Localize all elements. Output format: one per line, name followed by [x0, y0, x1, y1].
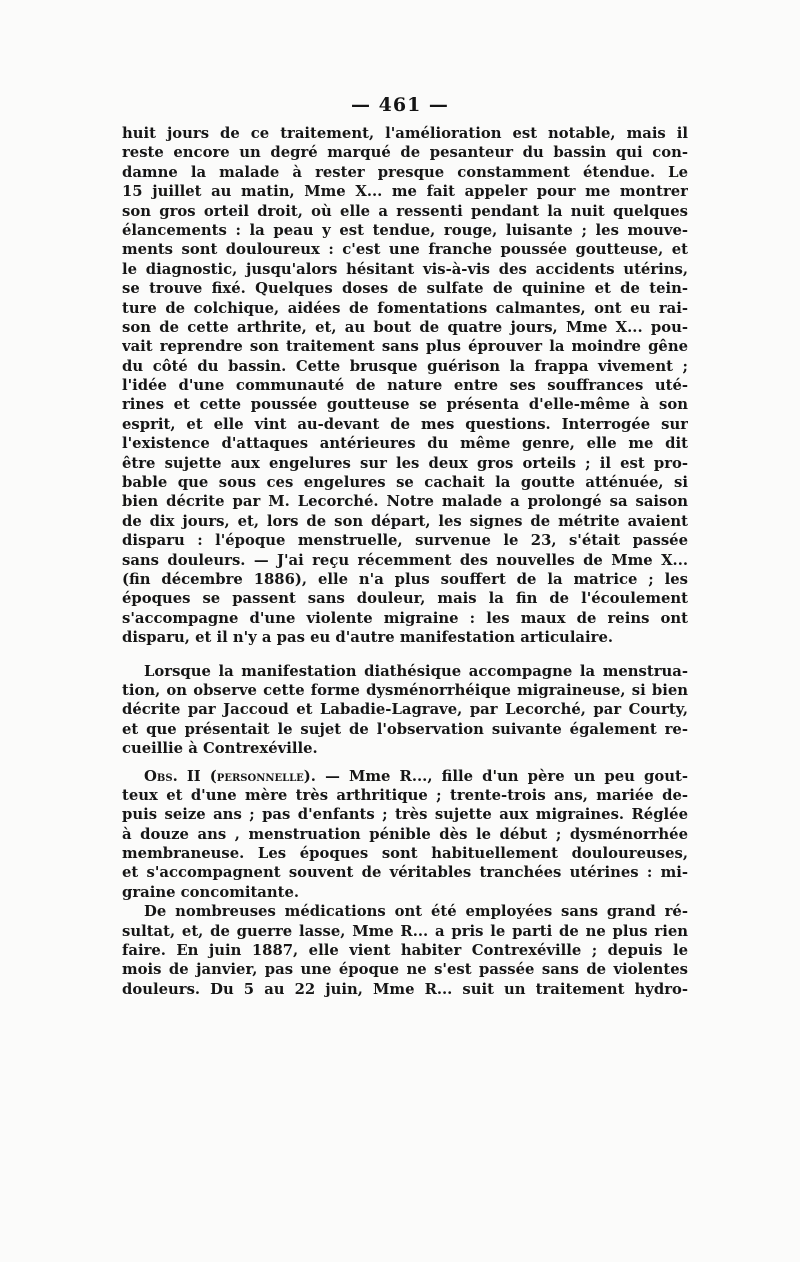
text-line: tion, on observe cette forme dysménorrhéique migraineuse, si bien — [122, 681, 688, 699]
text-line: du côté du bassin. Cette brusque guérison la frappa vivement ; — [122, 357, 688, 375]
text-line: son gros orteil droit, où elle a ressenti pendant la nuit quelques — [122, 202, 688, 220]
text-line: faire. En juin 1887, elle vient habiter Contrexéville ; depuis le — [122, 942, 688, 960]
text-line: sans douleurs. — J'ai reçu récemment des nouvelles de Mme X... — [122, 551, 688, 569]
text-line: se trouve fixé. Quelques doses de sulfate de quinine et de tein- — [122, 280, 688, 298]
observation-label: Obs. II (personnelle). — [144, 767, 316, 785]
text-line: esprit, et elle vint au-devant de mes questions. Interrogée sur — [122, 415, 688, 433]
paragraph-1 — [122, 124, 688, 648]
text-line: rines et cette poussée goutteuse se présenta d'elle-même à son — [122, 396, 688, 414]
text-line: l'idée d'une communauté de nature entre ses souffrances uté- — [122, 377, 688, 395]
text-line: mois de janvier, pas une époque ne s'est passée sans de violentes — [122, 961, 688, 979]
text-line: (fin décembre 1886), elle n'a plus souffert de la matrice ; les — [122, 570, 688, 588]
text-line: ture de colchique, aidées de fomentations calmantes, ont eu rai- — [122, 299, 688, 317]
text-line: reste encore un degré marqué de pesanteur du bassin qui con- — [122, 144, 688, 162]
text-line: époques se passent sans douleur, mais la fin de l'écoulement — [122, 590, 688, 608]
page-number: — 461 — — [351, 94, 449, 116]
text-line: Lorsque la manifestation diathésique accompagne la menstrua- — [144, 662, 688, 680]
text-line: son de cette arthrite, et, au bout de quatre jours, Mme X... pou- — [122, 318, 688, 336]
paragraph-4 — [122, 902, 688, 999]
text-line: membraneuse. Les époques sont habituellement douloureuses, — [122, 845, 688, 863]
text-line: damne la malade à rester presque constamment étendue. Le — [122, 163, 688, 181]
text-line: le diagnostic, jusqu'alors hésitant vis-à-vis des accidents utérins, — [122, 260, 688, 278]
text-line: huit jours de ce traitement, l'amélioration est notable, mais il — [122, 125, 688, 142]
text-line: l'existence d'attaques antérieures du même genre, elle me dit — [122, 435, 688, 453]
text-line: De nombreuses médications ont été employées sans grand ré- — [144, 903, 688, 921]
text-line: vait reprendre son traitement sans plus éprouver la moindre gêne — [122, 338, 688, 356]
text-line: ments sont douloureux : c'est une franche poussée goutteuse, et — [122, 241, 688, 259]
text-line: de dix jours, et, lors de son départ, les signes de métrite avaient — [122, 512, 688, 530]
text-line: douleurs. Du 5 au 22 juin, Mme R... suit un traitement hydro- — [122, 980, 688, 998]
text-line: bien décrite par M. Lecorché. Notre malade a prolongé sa saison — [122, 493, 688, 511]
text-line: s'accompagne d'une violente migraine : les maux de reins ont — [122, 609, 688, 627]
text-line: être sujette aux engelures sur les deux gros orteils ; il est pro- — [122, 454, 688, 472]
text-line: puis seize ans ; pas d'enfants ; très sujette aux migraines. Réglée — [122, 806, 688, 824]
text-fragment: — Mme R..., fille d'un père un peu gout- — [315, 767, 688, 785]
text-line: sultat, et, de guerre lasse, Mme R... a pris le parti de ne plus rien — [122, 922, 688, 940]
text-line: teux et d'une mère très arthritique ; trente-trois ans, mariée de- — [122, 786, 688, 804]
paragraph-2 — [122, 662, 688, 759]
observation-paragraph — [122, 767, 688, 903]
body-text — [122, 124, 688, 999]
text-line — [122, 767, 688, 786]
text-line: graine concomitante. — [122, 883, 300, 901]
text-line: bable que sous ces engelures se cachait la goutte atténuée, si — [122, 474, 688, 492]
text-line: élancements : la peau y est tendue, rouge, luisante ; les mouve- — [122, 221, 688, 239]
text-line: cueillie à Contrexéville. — [122, 740, 318, 758]
text-line: et que présentait le sujet de l'observation suivante également re- — [122, 720, 688, 738]
text-line: disparu, et il n'y a pas eu d'autre manifestation articulaire. — [122, 629, 614, 647]
text-line: 15 juillet au matin, Mme X... me fait appeler pour me montrer — [122, 183, 688, 201]
text-line: et s'accompagnent souvent de véritables tranchées utérines : mi- — [122, 864, 688, 882]
text-line: décrite par Jaccoud et Labadie-Lagrave, par Lecorché, par Courty, — [122, 701, 688, 719]
text-line: à douze ans , menstruation pénible dès le début ; dysménorrhée — [122, 825, 688, 843]
text-line: disparu : l'époque menstruelle, survenue le 23, s'était passée — [122, 532, 688, 550]
